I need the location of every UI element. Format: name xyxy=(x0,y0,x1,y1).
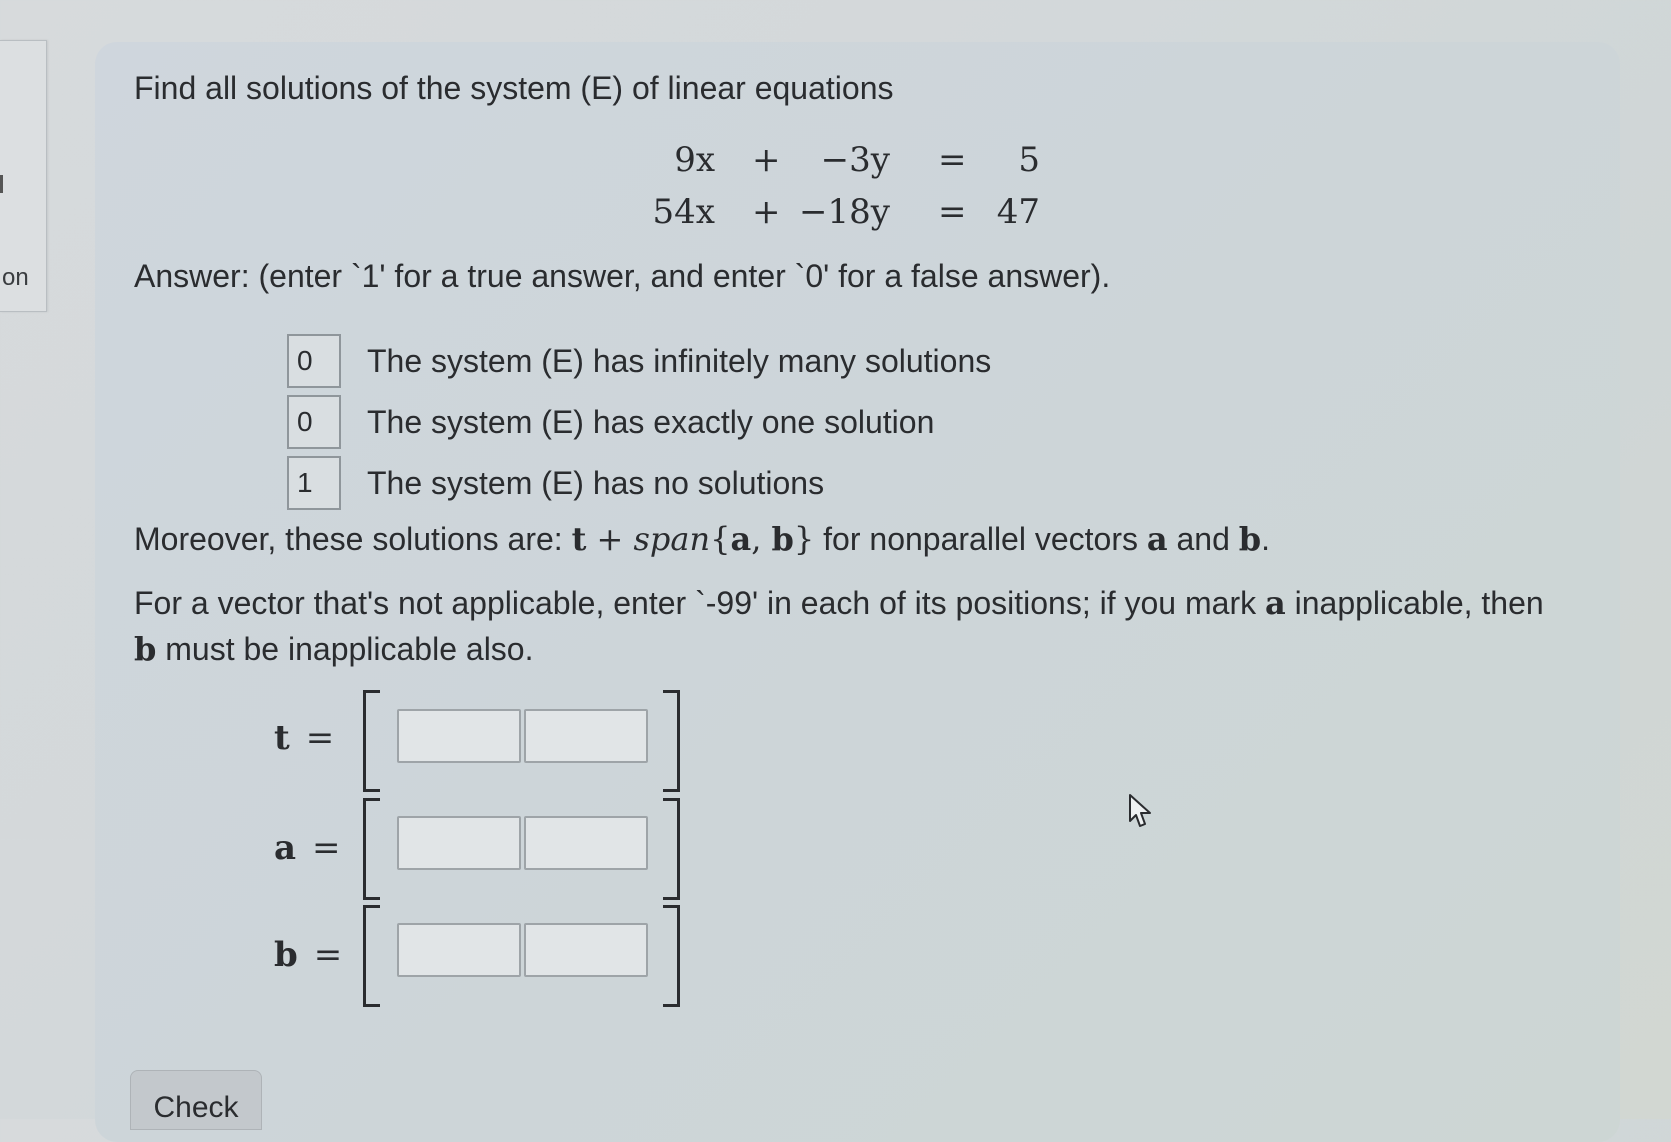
equation-system xyxy=(640,140,1040,244)
vector-b-left-bracket xyxy=(363,905,380,1007)
equation-operator: + xyxy=(752,140,781,180)
vector-b-input-1[interactable] xyxy=(397,923,521,977)
vector-a-right-bracket xyxy=(663,798,680,900)
inapplicable-instruction: For a vector that's not applicable, enter `-99' in each of its positions; if you mark a inapplicable, then b must be inapplicable also. xyxy=(134,584,1544,668)
vector-b-right-bracket xyxy=(663,905,680,1007)
vector-label-b: b = xyxy=(274,935,343,975)
equation-rhs: 5 xyxy=(1018,140,1040,180)
option-input-infinite[interactable]: 0 xyxy=(287,334,341,388)
equation-term-y: −18y xyxy=(799,192,890,232)
vector-t-input-2[interactable] xyxy=(524,709,648,763)
question-prompt: Find all solutions of the system (E) of linear equations xyxy=(134,70,894,106)
equation-term-x: 9x xyxy=(674,140,715,180)
solution-form-text: Moreover, these solutions are: t + span{a, b} for nonparallel vectors a and b. xyxy=(134,520,1271,558)
check-button[interactable]: Check xyxy=(130,1070,262,1130)
equation-operator: + xyxy=(752,192,781,232)
equation-rhs: 47 xyxy=(996,192,1040,232)
equation-term-x: 54x xyxy=(652,192,715,232)
answer-instruction: Answer: (enter `1' for a true answer, and enter `0' for a false answer). xyxy=(134,258,1111,294)
vector-t-left-bracket xyxy=(363,690,380,792)
option-label-infinite: The system (E) has infinitely many solutions xyxy=(367,342,992,379)
vector-a-input-2[interactable] xyxy=(524,816,648,870)
equation-row-2 xyxy=(640,192,1040,244)
mouse-cursor-icon xyxy=(1128,793,1154,829)
option-row-one xyxy=(287,393,934,451)
equation-term-y: −3y xyxy=(820,140,890,180)
equation-equals: = xyxy=(938,140,967,180)
vector-t-right-bracket xyxy=(663,690,680,792)
vector-a-left-bracket xyxy=(363,798,380,900)
side-panel-text: on xyxy=(2,264,29,291)
option-input-none[interactable]: 1 xyxy=(287,456,341,510)
option-row-none xyxy=(287,454,824,512)
equation-row-1 xyxy=(640,140,1040,192)
option-input-one[interactable]: 0 xyxy=(287,395,341,449)
vector-a-input-1[interactable] xyxy=(397,816,521,870)
side-panel-marker xyxy=(0,175,3,193)
side-panel xyxy=(0,40,47,312)
option-label-one: The system (E) has exactly one solution xyxy=(367,403,935,440)
vector-t-input-1[interactable] xyxy=(397,709,521,763)
option-label-none: The system (E) has no solutions xyxy=(367,464,825,501)
vector-label-t: t = xyxy=(274,718,335,758)
option-row-infinite xyxy=(287,332,991,390)
vector-label-a: a = xyxy=(274,828,341,868)
equation-equals: = xyxy=(938,192,967,232)
vector-b-input-2[interactable] xyxy=(524,923,648,977)
